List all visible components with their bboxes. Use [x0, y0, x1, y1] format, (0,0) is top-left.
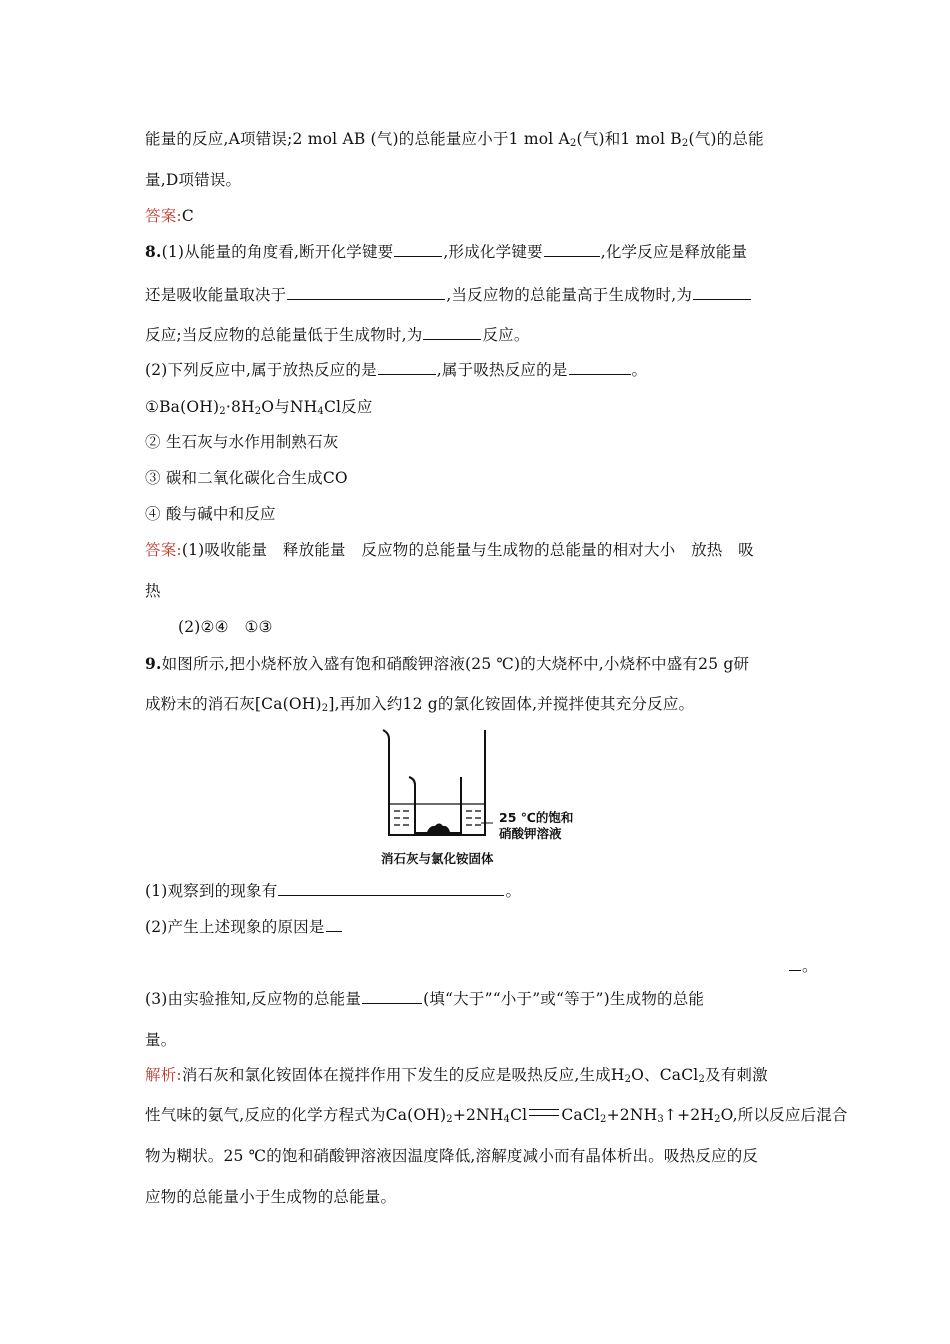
text: ①Ba(OH)	[145, 398, 220, 416]
text: (1)从能量的角度看,断开化学键要	[161, 243, 394, 261]
q9-line-2	[145, 692, 694, 714]
text: (1)观察到的现象有	[145, 882, 278, 900]
prev-answer	[145, 204, 194, 226]
text: 还是吸收能量取决于	[145, 286, 287, 304]
subscript: 2	[569, 138, 577, 149]
text: +2NH	[452, 1106, 504, 1124]
beaker-diagram	[375, 725, 575, 866]
q8-option-1	[145, 395, 373, 417]
reaction-arrow	[529, 1109, 559, 1116]
q9-part-1	[145, 879, 521, 901]
text: 。	[631, 361, 648, 379]
text: 及有刺激	[705, 1066, 768, 1084]
q8-line-4	[145, 358, 647, 380]
q8-line-3	[145, 323, 530, 345]
text: ↑+2H	[663, 1106, 715, 1124]
blank	[544, 242, 600, 257]
q9-part-3-end: 量。	[145, 1031, 177, 1049]
q8-line-2	[145, 283, 752, 305]
q8-option-4: ④ 酸与碱中和反应	[145, 505, 276, 523]
figure-label-solution-2: 硝酸钾溶液	[499, 826, 562, 841]
subscript: 2	[624, 1074, 632, 1085]
figure-label-solid: 消石灰与氯化铵固体	[381, 851, 494, 866]
text: ,属于吸热反应的是	[436, 361, 568, 379]
text: O与NH	[261, 398, 318, 416]
q8-answer-line-1	[145, 538, 754, 560]
text: CaCl	[561, 1106, 601, 1124]
q9-analysis-line-2	[145, 1103, 848, 1125]
text: 反应;当反应物的总能量低于生成物时,为	[145, 326, 423, 344]
subscript: 2	[681, 138, 689, 149]
text: (填“大于”“小于”或“等于”)生成物的总能	[423, 990, 705, 1008]
blank	[378, 360, 436, 375]
question-number: 9.	[145, 654, 162, 673]
question-number: 8.	[145, 242, 162, 261]
text: O,所以反应后混合	[720, 1106, 848, 1124]
q9-analysis-line-4: 应物的总能量小于生成物的总能量。	[145, 1188, 397, 1206]
answer-text: (1)吸收能量 释放能量 反应物的总能量与生成物的总能量的相对大小 放热 吸	[181, 541, 754, 559]
blank	[362, 989, 422, 1004]
blank	[278, 881, 504, 896]
figure-label-solution-1: 25 ℃的饱和	[499, 810, 574, 825]
subscript: 4	[503, 1114, 511, 1125]
text: ·8H	[225, 398, 255, 416]
text: 。	[505, 882, 522, 900]
subscript: 3	[657, 1114, 664, 1125]
q8-option-2: ② 生石灰与水作用制熟石灰	[145, 433, 339, 451]
text: 性气味的氨气,反应的化学方程式为Ca(OH)	[145, 1106, 447, 1124]
q9-analysis-line-1	[145, 1063, 768, 1085]
q9-line-1	[145, 652, 749, 674]
subscript: 2	[446, 1114, 453, 1125]
text: (2)下列反应中,属于放热反应的是	[145, 361, 377, 379]
subscript: 2	[219, 406, 226, 417]
blank	[394, 242, 442, 257]
text: Cl	[510, 1106, 528, 1124]
subscript: 2	[600, 1114, 607, 1125]
q9-part-2	[145, 915, 343, 937]
text: +2NH	[606, 1106, 658, 1124]
prev-line-2: 量,D项错误。	[145, 171, 242, 189]
text: 成粉末的消石灰[Ca(OH)	[145, 695, 322, 713]
blank	[569, 360, 631, 375]
text: (3)由实验推知,反应物的总能量	[145, 990, 362, 1008]
subscript: 2	[714, 1114, 721, 1125]
text: 。	[802, 957, 818, 975]
text: 如图所示,把小烧杯放入盛有饱和硝酸钾溶液(25 ℃)的大烧杯中,小烧杯中盛有25 g研	[161, 655, 750, 673]
answer-label: 答案:	[145, 541, 182, 559]
blank	[693, 285, 751, 300]
q9-part-3	[145, 987, 704, 1009]
q9-part-2-end	[788, 954, 818, 976]
text: ,当反应物的总能量高于生成物时,为	[446, 286, 693, 304]
subscript: 4	[317, 406, 324, 417]
text: O、CaCl	[631, 1066, 699, 1084]
text: 反应。	[482, 326, 530, 344]
text: ,化学反应是释放能量	[600, 243, 748, 261]
blank	[789, 956, 801, 971]
q8-answer-line-3: (2)②④ ①③	[178, 618, 273, 636]
text: 能量的反应,A项错误;2 mol AB (气)的总能量应小于1 mol A	[145, 130, 570, 148]
text: 消石灰和氯化铵固体在搅拌作用下发生的反应是吸热反应,生成H	[181, 1066, 625, 1084]
text: (气)和1 mol B	[576, 130, 682, 148]
answer-label: 答案:	[145, 207, 182, 225]
subscript: 2	[321, 703, 329, 714]
subscript: 2	[698, 1074, 706, 1085]
text: Cl反应	[323, 398, 373, 416]
subscript: 2	[254, 406, 262, 417]
text: (2)产生上述现象的原因是	[145, 918, 325, 936]
answer-value: C	[181, 207, 194, 225]
blank	[287, 285, 445, 300]
prev-line-1	[145, 127, 764, 149]
text: (气)的总能	[688, 130, 764, 148]
text: ],再加入约12 g的氯化铵固体,并搅拌使其充分反应。	[328, 695, 695, 713]
q8-option-3: ③ 碳和二氧化碳化合生成CO	[145, 469, 348, 487]
blank	[423, 325, 481, 340]
q8-line-1	[145, 240, 747, 262]
text: ,形成化学键要	[443, 243, 543, 261]
blank	[326, 917, 342, 932]
q9-analysis-line-3: 物为糊状。25 ℃的饱和硝酸钾溶液因温度降低,溶解度减小而有晶体析出。吸热反应的反	[145, 1147, 759, 1165]
q8-answer-line-2: 热	[145, 582, 161, 600]
analysis-label: 解析:	[145, 1066, 182, 1084]
